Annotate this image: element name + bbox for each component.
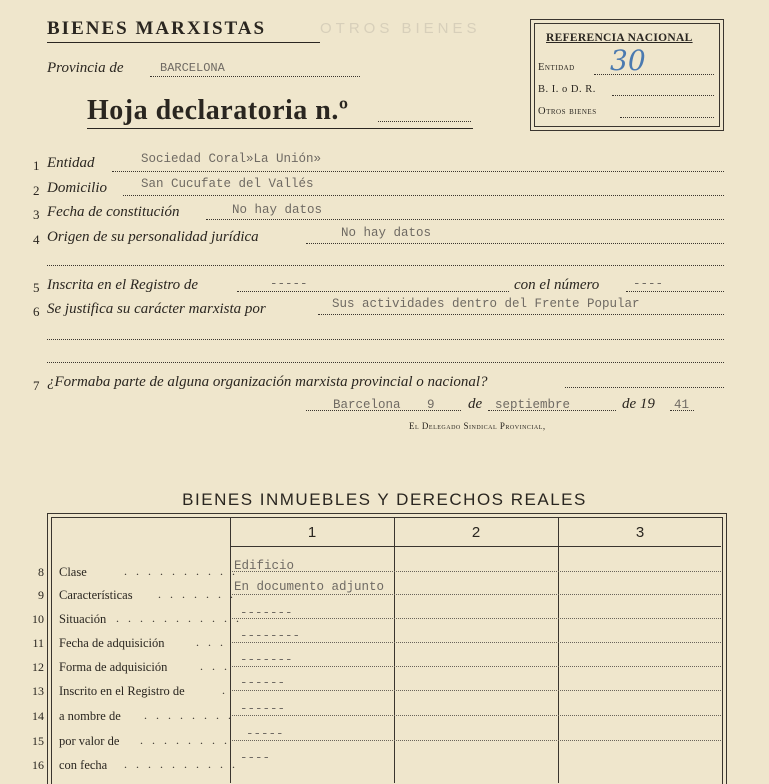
field-5-value: -----	[270, 277, 308, 291]
field-6-number: 6	[33, 304, 40, 319]
field-4-dotline	[306, 243, 724, 244]
table-header-divider	[230, 546, 721, 547]
row-12-line	[232, 666, 721, 667]
field-1-number: 1	[33, 158, 40, 173]
table-title: BIENES INMUEBLES Y DERECHOS REALES	[182, 490, 587, 509]
province-dotline	[150, 76, 360, 77]
field-5-number-dotline	[626, 291, 724, 292]
row-16-col1: ----	[240, 751, 271, 765]
table-col-2: 2	[471, 524, 481, 541]
row-11-line	[232, 642, 721, 643]
sig-de-19: de 19	[622, 396, 655, 412]
row-10-label: Situación	[59, 612, 107, 626]
row-11-leader: . . .	[196, 635, 226, 649]
row-11-number: 11	[32, 636, 44, 650]
row-14-leader: . . . . . . . .	[144, 708, 234, 722]
row-16-label: con fecha	[59, 758, 108, 772]
row-12-leader: . . .	[200, 659, 230, 673]
row-9-label: Características	[59, 588, 133, 602]
field-6-continuation-dotline-1	[47, 339, 724, 340]
row-14-label: a nombre de	[59, 709, 121, 723]
row-8-line	[232, 571, 721, 572]
field-1-dotline	[112, 171, 724, 172]
field-3-number: 3	[33, 207, 40, 222]
field-6-dotline	[318, 314, 724, 315]
field-3-dotline	[206, 219, 724, 220]
sig-delegate: El Delegado Sindical Provincial,	[409, 421, 546, 431]
row-8-label: Clase	[59, 565, 87, 579]
row-13-leader: .	[222, 683, 228, 697]
row-12-number: 12	[32, 660, 44, 674]
field-5-dotline	[237, 291, 509, 292]
row-13-line	[232, 690, 721, 691]
header-title-underline	[47, 42, 320, 43]
field-6-value: Sus actividades dentro del Frente Popular	[332, 297, 640, 311]
form-title: Hoja declaratoria n.º	[87, 95, 349, 126]
sig-month: septiembre	[495, 398, 571, 412]
row-15-col1: -----	[246, 727, 284, 741]
field-2-dotline	[123, 195, 724, 196]
sig-day: 9	[427, 398, 435, 412]
field-4-value: No hay datos	[341, 226, 432, 240]
row-13-col1: ------	[240, 676, 286, 690]
ref-entidad-label: Entidad	[538, 62, 575, 73]
row-15-line	[232, 740, 721, 741]
table-col2-divider	[394, 517, 395, 783]
field-4-continuation-dotline	[47, 265, 724, 266]
ref-otros-dotline	[620, 117, 714, 118]
row-11-col1: --------	[240, 629, 301, 643]
header-title: BIENES MARXISTAS	[47, 18, 267, 39]
field-6-label: Se justifica su carácter marxista por	[47, 301, 266, 317]
row-9-number: 9	[38, 588, 44, 602]
field-5-label-number: con el número	[514, 277, 600, 293]
row-13-label: Inscrito en el Registro de	[59, 684, 185, 698]
row-8-leader: . . . . . . . . . .	[124, 564, 238, 578]
row-14-number: 14	[32, 709, 44, 723]
row-10-leader: . . . . . . . . . . .	[116, 611, 242, 625]
field-5-number: 5	[33, 280, 40, 295]
row-9-col1: En documento adjunto	[234, 580, 385, 594]
row-10-number: 10	[32, 612, 44, 626]
ref-bio-dotline	[612, 95, 714, 96]
table-col1-divider	[230, 517, 231, 783]
form-number-dotline	[378, 121, 471, 122]
reference-title: REFERENCIA NACIONAL	[546, 32, 693, 44]
row-12-label: Forma de adquisición	[59, 660, 168, 674]
field-3-value: No hay datos	[232, 203, 323, 217]
row-10-line	[232, 618, 721, 619]
field-6-continuation-dotline-2	[47, 362, 724, 363]
row-14-col1: ------	[240, 702, 286, 716]
field-3-label: Fecha de constitución	[47, 204, 180, 220]
field-7-number: 7	[33, 378, 40, 393]
field-4-label: Origen de su personalidad jurídica	[47, 229, 259, 245]
row-15-leader: . . . . . . . .	[140, 733, 230, 747]
row-11-label: Fecha de adquisición	[59, 636, 165, 650]
ref-entidad-value: 30	[610, 44, 646, 77]
table-col-3: 3	[635, 524, 645, 541]
form-title-underline	[87, 128, 473, 129]
field-7-dotline	[565, 387, 724, 388]
ref-bio-label: B. I. o D. R.	[538, 84, 596, 95]
row-16-leader: . . . . . . . . . .	[124, 757, 238, 771]
field-5-number-value: ----	[633, 277, 664, 291]
row-8-col1: Edificio	[234, 559, 295, 573]
province-label: Provincia de	[47, 60, 124, 76]
field-4-number: 4	[33, 232, 40, 247]
row-9-line	[232, 594, 721, 595]
row-13-number: 13	[32, 684, 44, 698]
sig-year: 41	[674, 398, 690, 412]
field-2-label: Domicilio	[47, 180, 107, 196]
row-16-number: 16	[32, 758, 44, 772]
row-8-number: 8	[38, 565, 44, 579]
sig-de-1: de	[468, 396, 483, 412]
row-14-line	[232, 715, 721, 716]
row-9-leader: . . . . . . .	[158, 587, 236, 601]
field-2-value: San Cucufate del Vallés	[141, 177, 314, 191]
field-2-number: 2	[33, 183, 40, 198]
field-7-label: ¿Formaba parte de alguna organización marxista provincial o nacional?	[47, 374, 488, 390]
row-12-col1: -------	[240, 653, 293, 667]
ref-otros-label: Otros bienes	[538, 106, 597, 117]
field-1-value: Sociedad Coral»La Unión»	[141, 152, 322, 166]
sig-place: Barcelona	[333, 398, 401, 412]
field-1-label: Entidad	[47, 155, 95, 171]
field-5-label: Inscrita en el Registro de	[47, 277, 199, 293]
table-col-1: 1	[307, 524, 317, 541]
row-15-label: por valor de	[59, 734, 120, 748]
province-value: BARCELONA	[160, 61, 225, 75]
table-col3-divider	[558, 517, 559, 783]
row-10-col1: -------	[240, 606, 293, 620]
row-15-number: 15	[32, 734, 44, 748]
ghost-bleed-text: OTROS BIENES	[320, 20, 481, 37]
